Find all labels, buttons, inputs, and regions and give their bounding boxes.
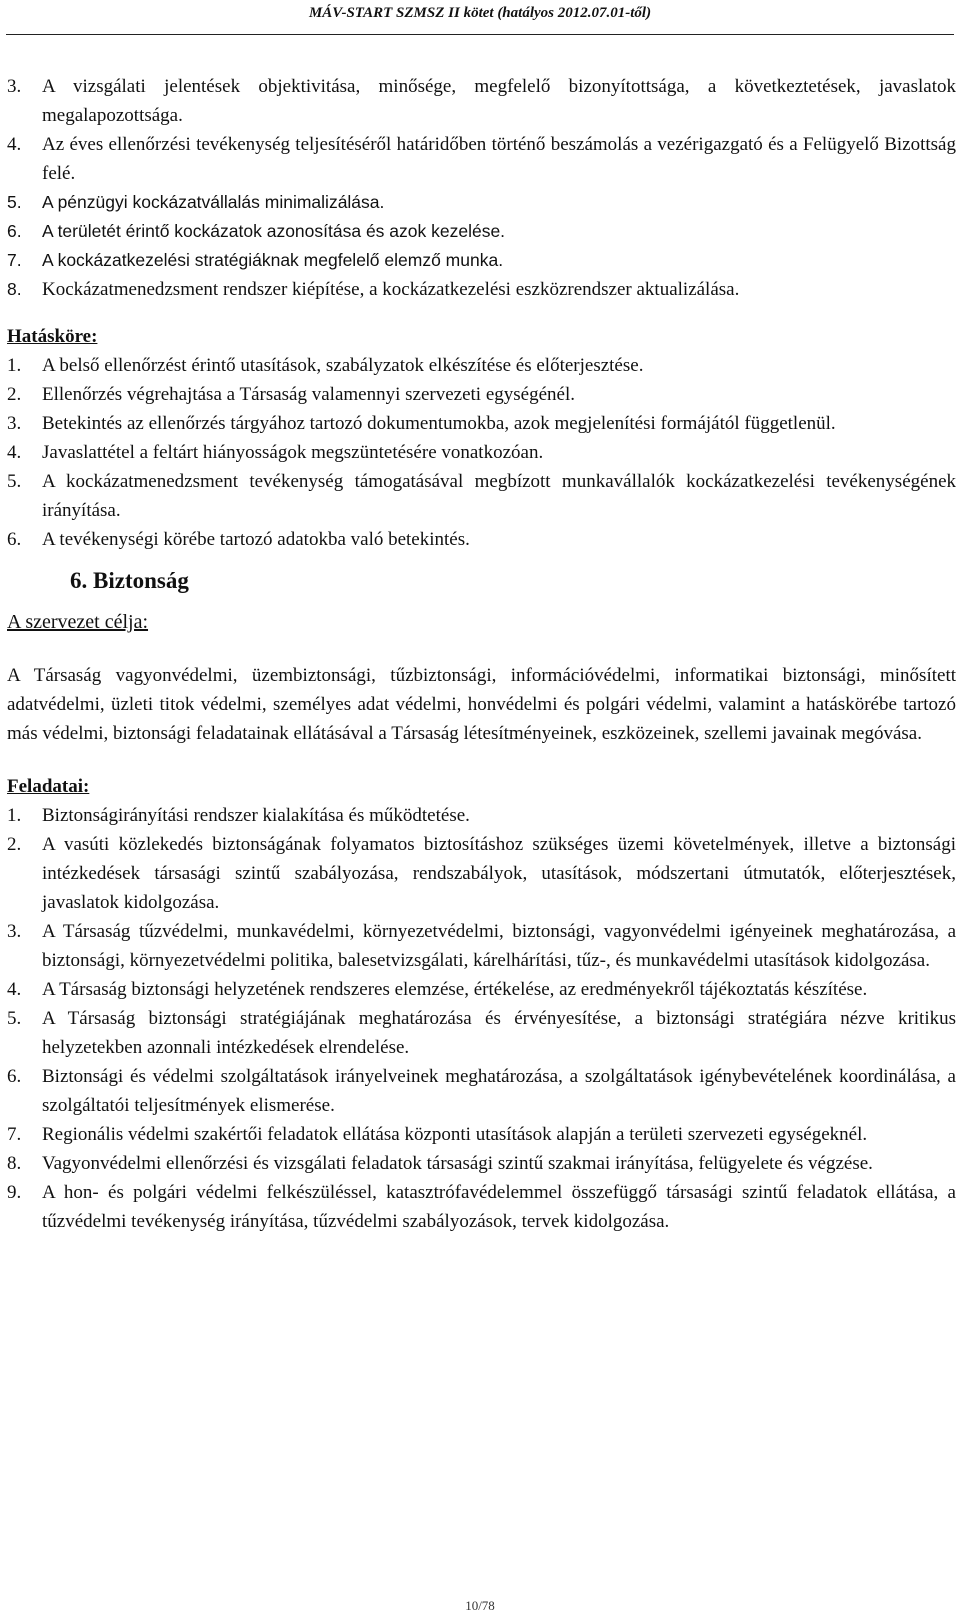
list-item-number: 4. [7, 442, 22, 463]
list-item [7, 438, 956, 467]
list-item [7, 275, 956, 304]
list-item-text: A hon- és polgári védelmi felkészüléssel, katasztrófavédelemmel összefüggő társasági szintű feladatok ellátása, a tűzvédelmi tevékenység irányítása, tűzvédelmi szabályozások, tervek kidolgozása. [42, 1182, 956, 1232]
list-item [7, 130, 956, 188]
list-item-number: 5. [7, 1008, 22, 1029]
list-item-text: A kockázatkezelési stratégiáknak megfelelő elemző munka. [42, 250, 504, 270]
list-item-number: 7. [7, 250, 22, 270]
list-item-text: Vagyonvédelmi ellenőrzési és vizsgálati feladatok társasági szintű szakmai irányítása, felügyelete és végzése. [42, 1153, 873, 1174]
list-item [7, 917, 956, 975]
list-item-text: Kockázatmenedzsment rendszer kiépítése, a kockázatkezelési eszközrendszer aktualizálása. [42, 279, 740, 300]
list-item [7, 525, 956, 554]
list-item-text: Az éves ellenőrzési tevékenység teljesítéséről határidőben történő beszámolás a vezérigazgató és a Felügyelő Bizottság felé. [42, 134, 956, 184]
section-title: 6. Biztonság [70, 568, 189, 593]
list-item [7, 72, 956, 130]
running-header: MÁV-START SZMSZ II kötet (hatályos 2012.07.01-től) [308, 5, 652, 21]
list-item [7, 830, 956, 917]
page-content [7, 72, 956, 1236]
list-item [7, 351, 956, 380]
list-item-text: Ellenőrzés végrehajtása a Társaság valamennyi szervezeti egységénél. [42, 384, 575, 405]
list-item-number: 2. [7, 384, 22, 405]
list-item [7, 246, 956, 275]
list-item-text: A Társaság biztonsági helyzetének rendszeres elemzése, értékelése, az eredményekről tájékoztatás készítése. [42, 979, 868, 1000]
list-item-text: Biztonságirányítási rendszer kialakítása és működtetése. [42, 805, 470, 826]
list-item [7, 1120, 956, 1149]
list-item-number: 2. [7, 834, 22, 855]
list-item [7, 1178, 956, 1236]
list-item-number: 3. [7, 76, 22, 97]
list-item-number: 8. [7, 1153, 22, 1174]
list-item-number: 4. [7, 979, 22, 1000]
list-item [7, 188, 956, 217]
goal-paragraph: A Társaság vagyonvédelmi, üzembiztonsági, tűzbiztonsági, információvédelmi, informatikai biztonsági, minősített adatvédelmi, üzleti titok védelmi, személyes adat védelmi, honvédelmi és polgári védelmi, valamint a hatáskörébe tartozó más védelmi, biztonsági feladatainak ellátásával a Társaság létesítményeinek, eszközeinek, szellemi javainak megóvása. [7, 665, 956, 744]
header-divider [6, 34, 954, 35]
list-item-text: A vasúti közlekedés biztonságának folyamatos biztosításhoz szükséges üzemi követelmények, illetve a biztonsági intézkedések társasági szintű szabályozása, rendszabályok, utasítások, módszertani útmutatók, előterjesztések, javaslatok kidolgozása. [42, 834, 956, 913]
list-item-number: 6. [7, 221, 22, 241]
list-item-number: 3. [7, 921, 22, 942]
feladatai-heading: Feladatai: [7, 776, 90, 797]
list-item-text: Biztonsági és védelmi szolgáltatások irányelveinek meghatározása, a szolgáltatások igénybevételének koordinálása, a szolgáltatói teljesítmények elismerése. [42, 1066, 956, 1116]
list-item [7, 1004, 956, 1062]
list-item-text: A tevékenységi körébe tartozó adatokba való betekintés. [42, 529, 470, 550]
list-item [7, 409, 956, 438]
list-item [7, 380, 956, 409]
list-item-number: 5. [7, 192, 22, 212]
list-item-number: 1. [7, 355, 22, 376]
list-item-text: A Társaság biztonsági stratégiájának meghatározása és érvényesítése, a biztonsági stratégiára nézve kritikus helyzetekben azonnali intézkedések elrendelése. [42, 1008, 956, 1058]
feladatai-section [7, 772, 956, 1236]
list-item-number: 6. [7, 1066, 22, 1087]
list-item [7, 467, 956, 525]
list-item-text: Javaslattétel a feltárt hiányosságok megszüntetésére vonatkozóan. [42, 442, 544, 463]
list-item [7, 1149, 956, 1178]
hataskore-heading: Hatásköre: [7, 326, 98, 347]
list-item [7, 1062, 956, 1120]
list-item-text: Regionális védelmi szakértői feladatok ellátása központi utasítások alapján a területi szervezeti egységeknél. [42, 1124, 868, 1145]
list-item [7, 217, 956, 246]
list-item-text: A Társaság tűzvédelmi, munkavédelmi, környezetvédelmi, biztonsági, vagyonvédelmi igényeinek meghatározása, a biztonsági, környezetvédelmi politika, balesetvizsgálati, kárelhárítási, tűz-, és munkavédelmi utasítások kidolgozása. [42, 921, 956, 971]
goals-list-continued [7, 72, 956, 304]
goal-heading: A szervezet célja: [7, 611, 149, 633]
list-item-text: A kockázatmenedzsment tevékenység támogatásával megbízott munkavállalók kockázatkezelési tevékenységének irányítása. [42, 471, 956, 521]
list-item-number: 6. [7, 529, 22, 550]
list-item-text: A területét érintő kockázatok azonosítása és azok kezelése. [42, 221, 506, 241]
list-item-number: 4. [7, 134, 22, 155]
hataskore-section [7, 322, 956, 554]
list-item-number: 7. [7, 1124, 22, 1145]
page-number: 10/78 [465, 1598, 495, 1613]
list-item [7, 975, 956, 1004]
list-item-number: 9. [7, 1182, 22, 1203]
list-item-text: Betekintés az ellenőrzés tárgyához tartozó dokumentumokba, azok megjelenítési formájától függetlenül. [42, 413, 836, 434]
list-item-number: 5. [7, 471, 22, 492]
list-item-number: 3. [7, 413, 22, 434]
list-item-text: A belső ellenőrzést érintő utasítások, szabályzatok elkészítése és előterjesztése. [42, 355, 644, 376]
list-item-text: A pénzügyi kockázatvállalás minimalizálása. [42, 192, 385, 212]
list-item [7, 801, 956, 830]
list-item-number: 8. [7, 279, 22, 299]
list-item-number: 1. [7, 805, 22, 826]
list-item-text: A vizsgálati jelentések objektivitása, minősége, megfelelő bizonyítottsága, a következtetések, javaslatok megalapozottsága. [42, 76, 956, 126]
